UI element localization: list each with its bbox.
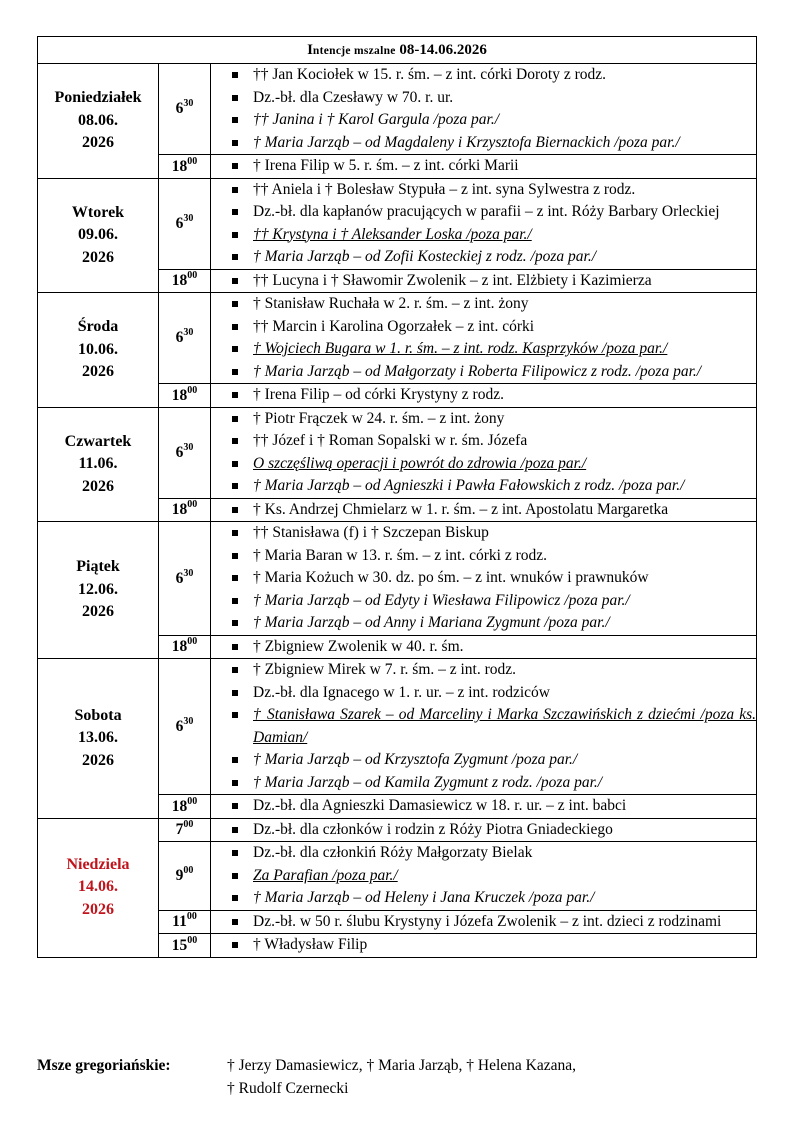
intention-item: Za Parafian /poza par./ — [211, 865, 756, 888]
intention-item: † Maria Jarząb – od Małgorzaty i Roberta Filipowicz z rodz. /poza par./ — [211, 361, 756, 384]
intentions-table — [37, 36, 757, 958]
intentions-cell — [211, 522, 757, 636]
intention-item: † Wojciech Bugara w 1. r. śm. – z int. rodz. Kasprzyków /poza par./ — [211, 338, 756, 361]
intention-item: † Zbigniew Zwolenik w 40. r. śm. — [211, 636, 756, 659]
intention-item: † Maria Baran w 13. r. śm. – z int. córki z rodz. — [211, 545, 756, 568]
mass-time — [159, 910, 211, 934]
intentions-cell — [211, 842, 757, 911]
intentions-list — [211, 155, 756, 178]
mass-row — [38, 407, 757, 498]
day-year: 2026 — [82, 134, 114, 151]
mass-time — [159, 407, 211, 498]
gregorian-names — [227, 1054, 677, 1100]
gregorian-line: † Rudolf Czernecki — [227, 1080, 349, 1097]
intention-item: Dz.-bł. dla Czesławy w 70. r. ur. — [211, 87, 756, 110]
time-hour: 18 — [171, 501, 188, 519]
intentions-cell — [211, 269, 757, 293]
intentions-list — [211, 384, 756, 407]
intention-item: † Stanisława Szarek – od Marceliny i Marka Szczawińskich z dziećmi /poza ks. Damian/ — [211, 704, 756, 749]
intentions-list — [211, 408, 756, 498]
intention-item: † Stanisław Ruchała w 2. r. śm. – z int. żony — [211, 293, 756, 316]
mass-time — [159, 64, 211, 155]
time-minutes: 30 — [183, 715, 194, 727]
time-minutes: 00 — [187, 155, 198, 167]
time-minutes: 00 — [183, 819, 194, 831]
intentions-list — [211, 842, 756, 910]
mass-time — [159, 934, 211, 958]
intention-item: O szczęśliwą operacji i powrót do zdrowia /poza par./ — [211, 453, 756, 476]
intention-item: † Maria Jarząb – od Kamila Zygmunt z rodz. /poza par./ — [211, 772, 756, 795]
time-hour: 9 — [175, 867, 184, 885]
mass-time — [159, 269, 211, 293]
intention-item: † Maria Jarząb – od Heleny i Jana Kruczek /poza par./ — [211, 887, 756, 910]
intention-item: † Maria Jarząb – od Agnieszki i Pawła Fałowskich z rodz. /poza par./ — [211, 475, 756, 498]
intention-item: †† Jan Kociołek w 15. r. śm. – z int. córki Doroty z rodz. — [211, 64, 756, 87]
mass-row — [38, 818, 757, 842]
time-hour: 6 — [175, 444, 184, 462]
table-title-row — [38, 37, 757, 64]
time-hour: 18 — [171, 157, 188, 175]
time-minutes: 00 — [187, 270, 198, 282]
intention-item: Dz.-bł. dla członków i rodzin z Róży Piotra Gniadeckiego — [211, 819, 756, 842]
day-cell — [38, 407, 159, 522]
intention-item: †† Stanisława (f) i † Szczepan Biskup — [211, 522, 756, 545]
time-hour: 6 — [175, 718, 184, 736]
mass-row — [38, 178, 757, 269]
mass-time — [159, 522, 211, 636]
intention-item: † Maria Jarząb – od Zofii Kosteckiej z rodz. /poza par./ — [211, 246, 756, 269]
intentions-cell — [211, 407, 757, 498]
time-hour: 18 — [171, 797, 188, 815]
gregorian-label: Msze gregoriańskie: — [37, 1057, 171, 1074]
intention-item: † Maria Jarząb – od Edyty i Wiesława Filipowicz /poza par./ — [211, 590, 756, 613]
day-date: 13.06. — [78, 729, 118, 746]
mass-time — [159, 659, 211, 795]
time-minutes: 30 — [183, 98, 194, 110]
intentions-cell — [211, 818, 757, 842]
intentions-list — [211, 659, 756, 794]
intention-item: †† Józef i † Roman Sopalski w r. śm. Józefa — [211, 430, 756, 453]
intention-item: †† Lucyna i † Sławomir Zwolenik – z int. Elżbiety i Kazimierza — [211, 270, 756, 293]
intention-item: Dz.-bł. dla Agnieszki Damasiewicz w 18. r. ur. – z int. babci — [211, 795, 756, 818]
time-minutes: 00 — [186, 911, 197, 923]
time-minutes: 00 — [187, 636, 198, 648]
day-year: 2026 — [82, 751, 114, 769]
day-year: 2026 — [82, 477, 114, 495]
intention-item: † Władysław Filip — [211, 934, 756, 957]
time-hour: 6 — [175, 569, 184, 587]
intention-item: Dz.-bł. dla Ignacego w 1. r. ur. – z int. rodziców — [211, 682, 756, 705]
intentions-list — [211, 934, 756, 957]
intention-item: Dz.-bł. dla członkiń Róży Małgorzaty Bielak — [211, 842, 756, 865]
intentions-list — [211, 522, 756, 635]
day-cell — [38, 64, 159, 179]
day-date: 14.06. — [78, 878, 118, 896]
time-minutes: 30 — [183, 327, 194, 339]
mass-time — [159, 384, 211, 408]
intention-item: † Zbigniew Mirek w 7. r. śm. – z int. rodz. — [211, 659, 756, 682]
time-minutes: 00 — [187, 795, 198, 807]
intention-item: Dz.-bł. w 50 r. ślubu Krystyny i Józefa Zwolenik – z int. dzieci z rodzinami — [211, 911, 756, 934]
intentions-list — [211, 270, 756, 293]
intentions-cell — [211, 384, 757, 408]
mass-row — [38, 64, 757, 155]
mass-time — [159, 178, 211, 269]
time-minutes: 00 — [187, 934, 198, 946]
intention-item: † Maria Jarząb – od Anny i Mariana Zygmunt /poza par./ — [211, 612, 756, 635]
day-name: Niedziela — [66, 855, 130, 873]
gregorian-line: † Jerzy Damasiewicz, † Maria Jarząb, † Helena Kazana, — [227, 1057, 577, 1074]
time-minutes: 00 — [187, 384, 198, 396]
mass-row — [38, 659, 757, 795]
intentions-cell — [211, 498, 757, 522]
day-cell — [38, 293, 159, 408]
time-hour: 7 — [175, 821, 184, 839]
mass-time — [159, 498, 211, 522]
day-name: Środa — [77, 318, 119, 335]
day-year: 2026 — [82, 248, 114, 266]
mass-time — [159, 293, 211, 384]
day-cell — [38, 659, 159, 819]
intention-item: † Maria Jarząb – od Krzysztofa Zygmunt /poza par./ — [211, 749, 756, 772]
intentions-cell — [211, 910, 757, 934]
time-minutes: 30 — [183, 212, 194, 224]
day-year: 2026 — [82, 363, 114, 380]
intentions-list — [211, 179, 756, 269]
mass-time — [159, 795, 211, 819]
intention-item: †† Marcin i Karolina Ogorzałek – z int. córki — [211, 316, 756, 339]
intentions-cell — [211, 934, 757, 958]
day-name: Czwartek — [64, 432, 132, 450]
intentions-cell — [211, 659, 757, 795]
time-hour: 6 — [175, 329, 184, 347]
day-year: 2026 — [82, 900, 114, 918]
mass-time — [159, 818, 211, 842]
intentions-list — [211, 64, 756, 154]
intentions-cell — [211, 155, 757, 179]
intentions-list — [211, 499, 756, 522]
intentions-cell — [211, 178, 757, 269]
day-date: 10.06. — [78, 340, 118, 358]
intention-item: †† Krystyna i † Aleksander Loska /poza par./ — [211, 224, 756, 247]
day-year: 2026 — [82, 603, 114, 621]
time-minutes: 30 — [183, 441, 194, 453]
intentions-cell — [211, 795, 757, 819]
intentions-list — [211, 911, 756, 934]
intentions-cell — [211, 635, 757, 659]
intentions-list — [211, 819, 756, 842]
day-name: Wtorek — [71, 203, 125, 221]
time-hour: 15 — [171, 936, 188, 954]
time-hour: 6 — [175, 215, 184, 233]
mass-time — [159, 155, 211, 179]
intention-item: Dz.-bł. dla kapłanów pracujących w parafii – z int. Róży Barbary Orleckiej — [211, 201, 756, 224]
time-minutes: 00 — [187, 499, 198, 511]
mass-row — [38, 293, 757, 384]
day-date: 12.06. — [78, 580, 118, 598]
intention-item: † Irena Filip w 5. r. śm. – z int. córki Marii — [211, 155, 756, 178]
day-cell — [38, 818, 159, 957]
day-name: Sobota — [74, 706, 122, 724]
intentions-cell — [211, 293, 757, 384]
mass-time — [159, 635, 211, 659]
intention-item: † Ks. Andrzej Chmielarz w 1. r. śm. – z int. Apostolatu Margaretka — [211, 499, 756, 522]
page-title: Intencje mszalne 08-14.06.2026 — [38, 37, 757, 64]
intentions-list — [211, 636, 756, 659]
mass-row — [38, 522, 757, 636]
time-hour: 18 — [171, 638, 188, 656]
day-name: Poniedziałek — [54, 89, 142, 106]
intentions-list — [211, 795, 756, 818]
time-hour: 6 — [175, 100, 184, 118]
day-date: 11.06. — [78, 455, 118, 472]
mass-time — [159, 842, 211, 911]
intentions-cell — [211, 64, 757, 155]
day-date: 09.06. — [78, 226, 118, 243]
intention-item: † Maria Kożuch w 30. dz. po śm. – z int. wnuków i prawnuków — [211, 567, 756, 590]
intention-item: † Irena Filip – od córki Krystyny z rodz. — [211, 384, 756, 407]
intentions-sheet — [37, 36, 756, 958]
time-hour: 11 — [172, 913, 187, 931]
day-name: Piątek — [76, 558, 120, 576]
time-minutes: 00 — [183, 865, 194, 877]
intentions-list — [211, 293, 756, 383]
day-date: 08.06. — [78, 111, 118, 129]
intention-item: †† Aniela i † Bolesław Stypuła – z int. syna Sylwestra z rodz. — [211, 179, 756, 202]
time-hour: 18 — [171, 272, 188, 290]
intention-item: † Maria Jarząb – od Magdaleny i Krzysztofa Biernackich /poza par./ — [211, 132, 756, 155]
time-minutes: 30 — [183, 567, 194, 579]
time-hour: 18 — [171, 386, 188, 404]
intention-item: † Piotr Frączek w 24. r. śm. – z int. żony — [211, 408, 756, 431]
day-cell — [38, 178, 159, 293]
intention-item: †† Janina i † Karol Gargula /poza par./ — [211, 109, 756, 132]
day-cell — [38, 522, 159, 659]
